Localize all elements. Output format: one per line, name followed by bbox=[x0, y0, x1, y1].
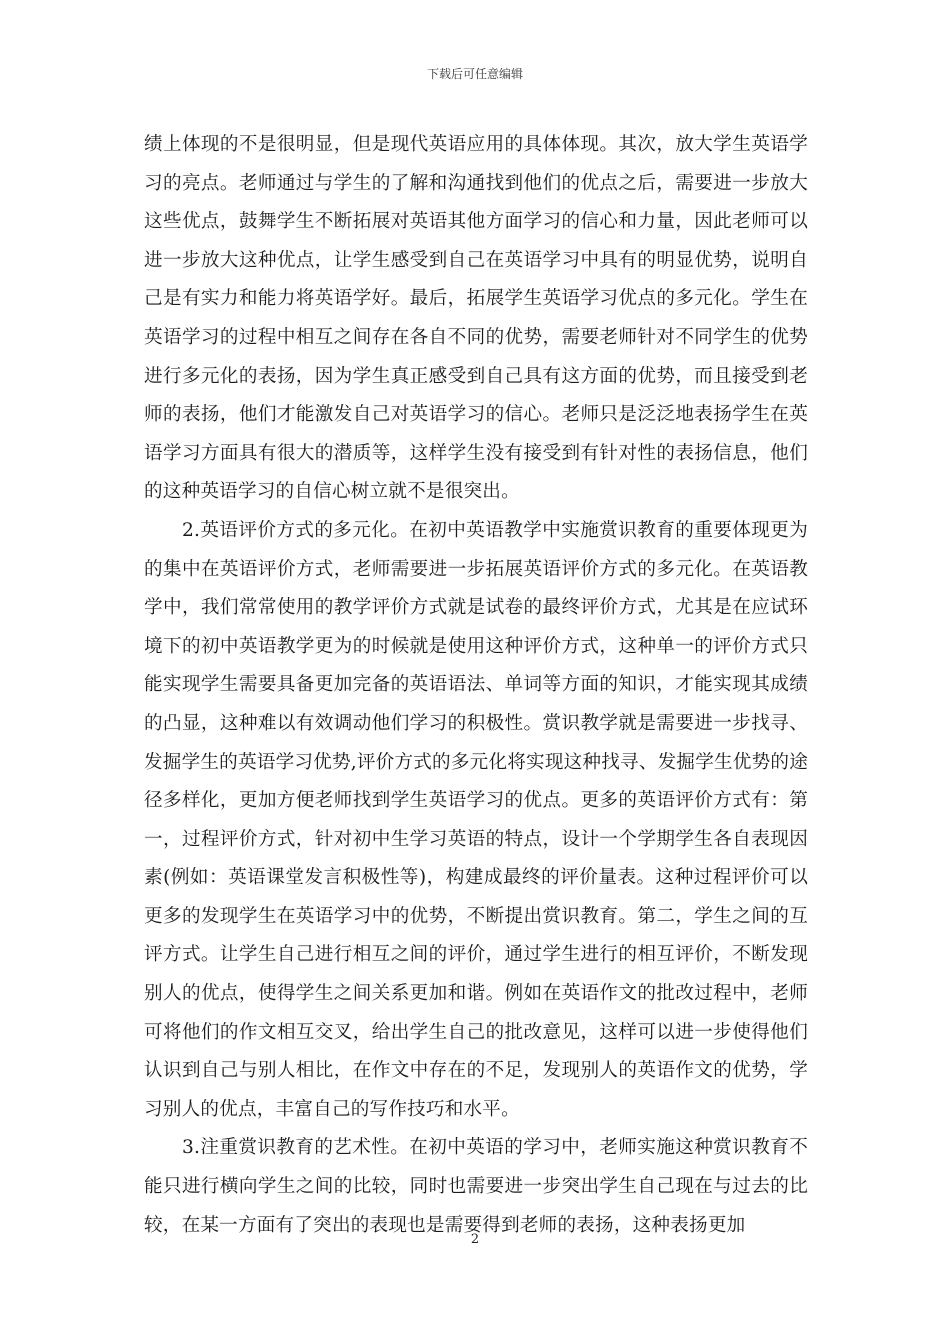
paragraph-3: 3.注重赏识教育的艺术性。在初中英语的学习中，老师实施这种赏识教育不能只进行横向学生之间的比较，同时也需要进一步突出学生自己现在与过去的比较，在某一方面有了突出的表现也是需要得到老师的表扬，这种表扬更加 bbox=[144, 1137, 808, 1236]
paragraph-1: 绩上体现的不是很明显，但是现代英语应用的具体体现。其次，放大学生英语学习的亮点。老师通过与学生的了解和沟通找到他们的优点之后，需要进一步放大这些优点，鼓舞学生不断拓展对英语其他方面学习的信心和力量，因此老师可以进一步放大这种优点，让学生感受到自己在英语学习中具有的明显优势，说明自己是有实力和能力将英语学好。最后，拓展学生英语学习优点的多元化。学生在英语学习的过程中相互之间存在各自不同的优势，需要老师针对不同学生的优势进行多元化的表扬，因为学生真正感受到自己具有这方面的优势，而且接受到老师的表扬，他们才能激发自己对英语学习的信心。老师只是泛泛地表扬学生在英语学习方面具有很大的潜质等，这样学生没有接受到有针对性的表扬信息，他们的这种英语学习的自信心树立就不是很突出。 bbox=[144, 134, 808, 503]
page-header: 下载后可任意编辑 bbox=[426, 67, 523, 81]
page-number: 2 bbox=[470, 1232, 480, 1247]
paragraph-2: 2.英语评价方式的多元化。在初中英语教学中实施赏识教育的重要体现更为的集中在英语评价方式，老师需要进一步拓展英语评价方式的多元化。在英语教学中，我们常常使用的教学评价方式就是试卷的最终评价方式，尤其是在应试环境下的初中英语教学更为的时候就是使用这种评价方式，这种单一的评价方式只能实现学生需要具备更加完备的英语语法、单词等方面的知识，才能实现其成绩的凸显，这种难以有效调动他们学习的积极性。赏识教学就是需要进一步找寻、发掘学生的英语学习优势,评价方式的多元化将实现这种找寻、发掘学生优势的途径多样化，更加方便老师找到学生英语学习的优点。更多的英语评价方式有：第一，过程评价方式，针对初中生学习英语的特点，设计一个学期学生各自表现因素(例如：英语课堂发言积极性等)，构建成最终的评价量表。这种过程评价可以更多的发现学生在英语学习中的优势，不断提出赏识教育。第二，学生之间的互评方式。让学生自己进行相互之间的评价，通过学生进行的相互评价，不断发现别人的优点，使得学生之间关系更加和谐。例如在英语作文的批改过程中，老师可将他们的作文相互交叉，给出学生自己的批改意见，这样可以进一步使得他们认识到自己与别人相比，在作文中存在的不足，发现别人的英语作文的优势，学习别人的优点，丰富自己的写作技巧和水平。 bbox=[144, 519, 808, 1120]
document-body bbox=[144, 126, 808, 1245]
